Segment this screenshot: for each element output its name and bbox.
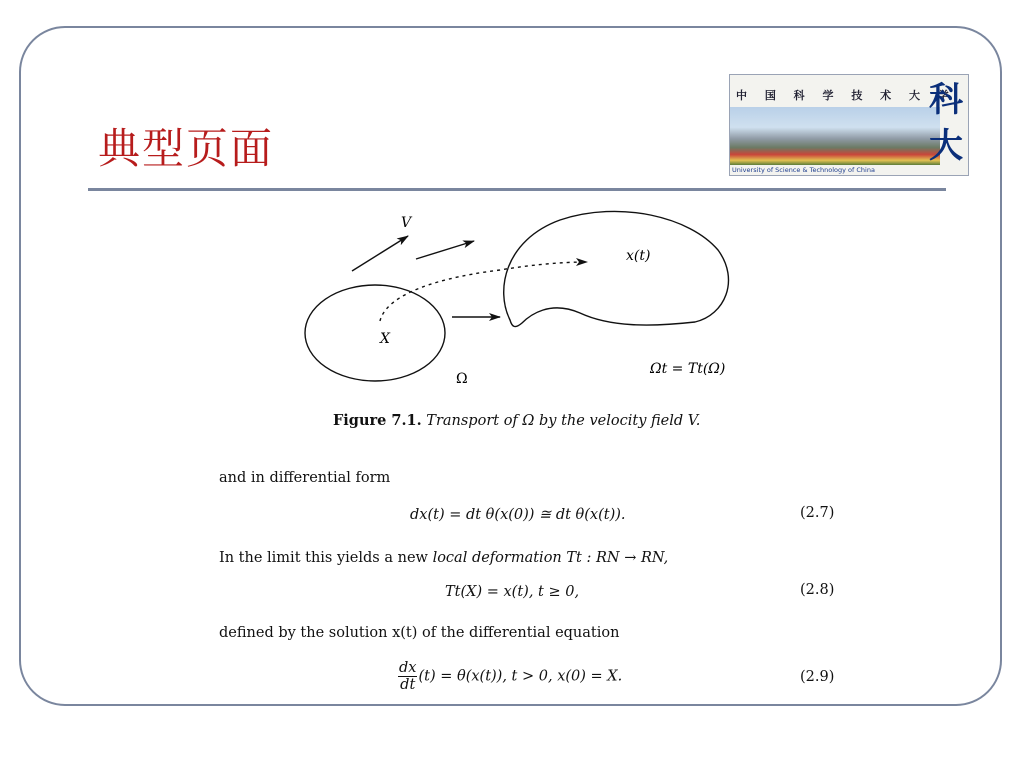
trajectory-path [380,262,587,321]
slide-title: 典型页面 [98,124,275,173]
paragraph-2 [219,550,668,566]
university-logo [729,74,969,176]
equation-2-8: Tt(X) = x(t), t ≥ 0, [445,584,580,600]
transformed-domain-label: Ωt = Tt(Ω) [650,361,726,377]
logo-banner: 中 国 科 学 技 术 大 学 [736,89,956,102]
transport-figure [290,205,750,400]
paragraph-2-end: Tt : RN → RN, [561,550,669,566]
derivative-fraction [398,660,417,693]
domain-label: Ω [456,371,468,387]
equation-2-9-rest: (t) = θ(x(t)), t > 0, x(0) = X. [418,668,623,685]
logo-seal: 科大 [929,80,963,166]
equation-number-2-8: (2.8) [800,582,835,598]
velocity-arrow-2 [416,241,474,259]
title-divider [88,188,946,191]
velocity-arrow-1 [352,236,408,271]
caption-prefix: Figure 7.1. [333,412,422,429]
transformed-domain [504,211,729,326]
paragraph-2-start: In the limit this yields a new [219,550,433,566]
trajectory-label: x(t) [626,248,651,264]
paragraph-3: defined by the solution x(t) of the differential equation [219,625,620,641]
domain-ellipse [305,285,445,381]
equation-number-2-7: (2.7) [800,505,835,521]
paragraph-2-italic: local deformation [432,550,562,566]
campus-photo [730,107,940,165]
paragraph-1: and in differential form [219,470,391,486]
logo-subline: University of Science & Technology of China [732,166,875,174]
velocity-label: V [401,215,412,231]
fraction-numerator: dx [399,660,417,676]
point-label: X [380,331,390,347]
equation-number-2-9: (2.9) [800,669,835,685]
equation-2-7: dx(t) = dt θ(x(0)) ≅ dt θ(x(t)). [410,507,626,523]
equation-2-9 [398,660,622,693]
caption-text: Transport of Ω by the velocity field V. [426,413,701,429]
figure-caption [333,412,700,429]
fraction-denominator: dt [400,677,416,693]
